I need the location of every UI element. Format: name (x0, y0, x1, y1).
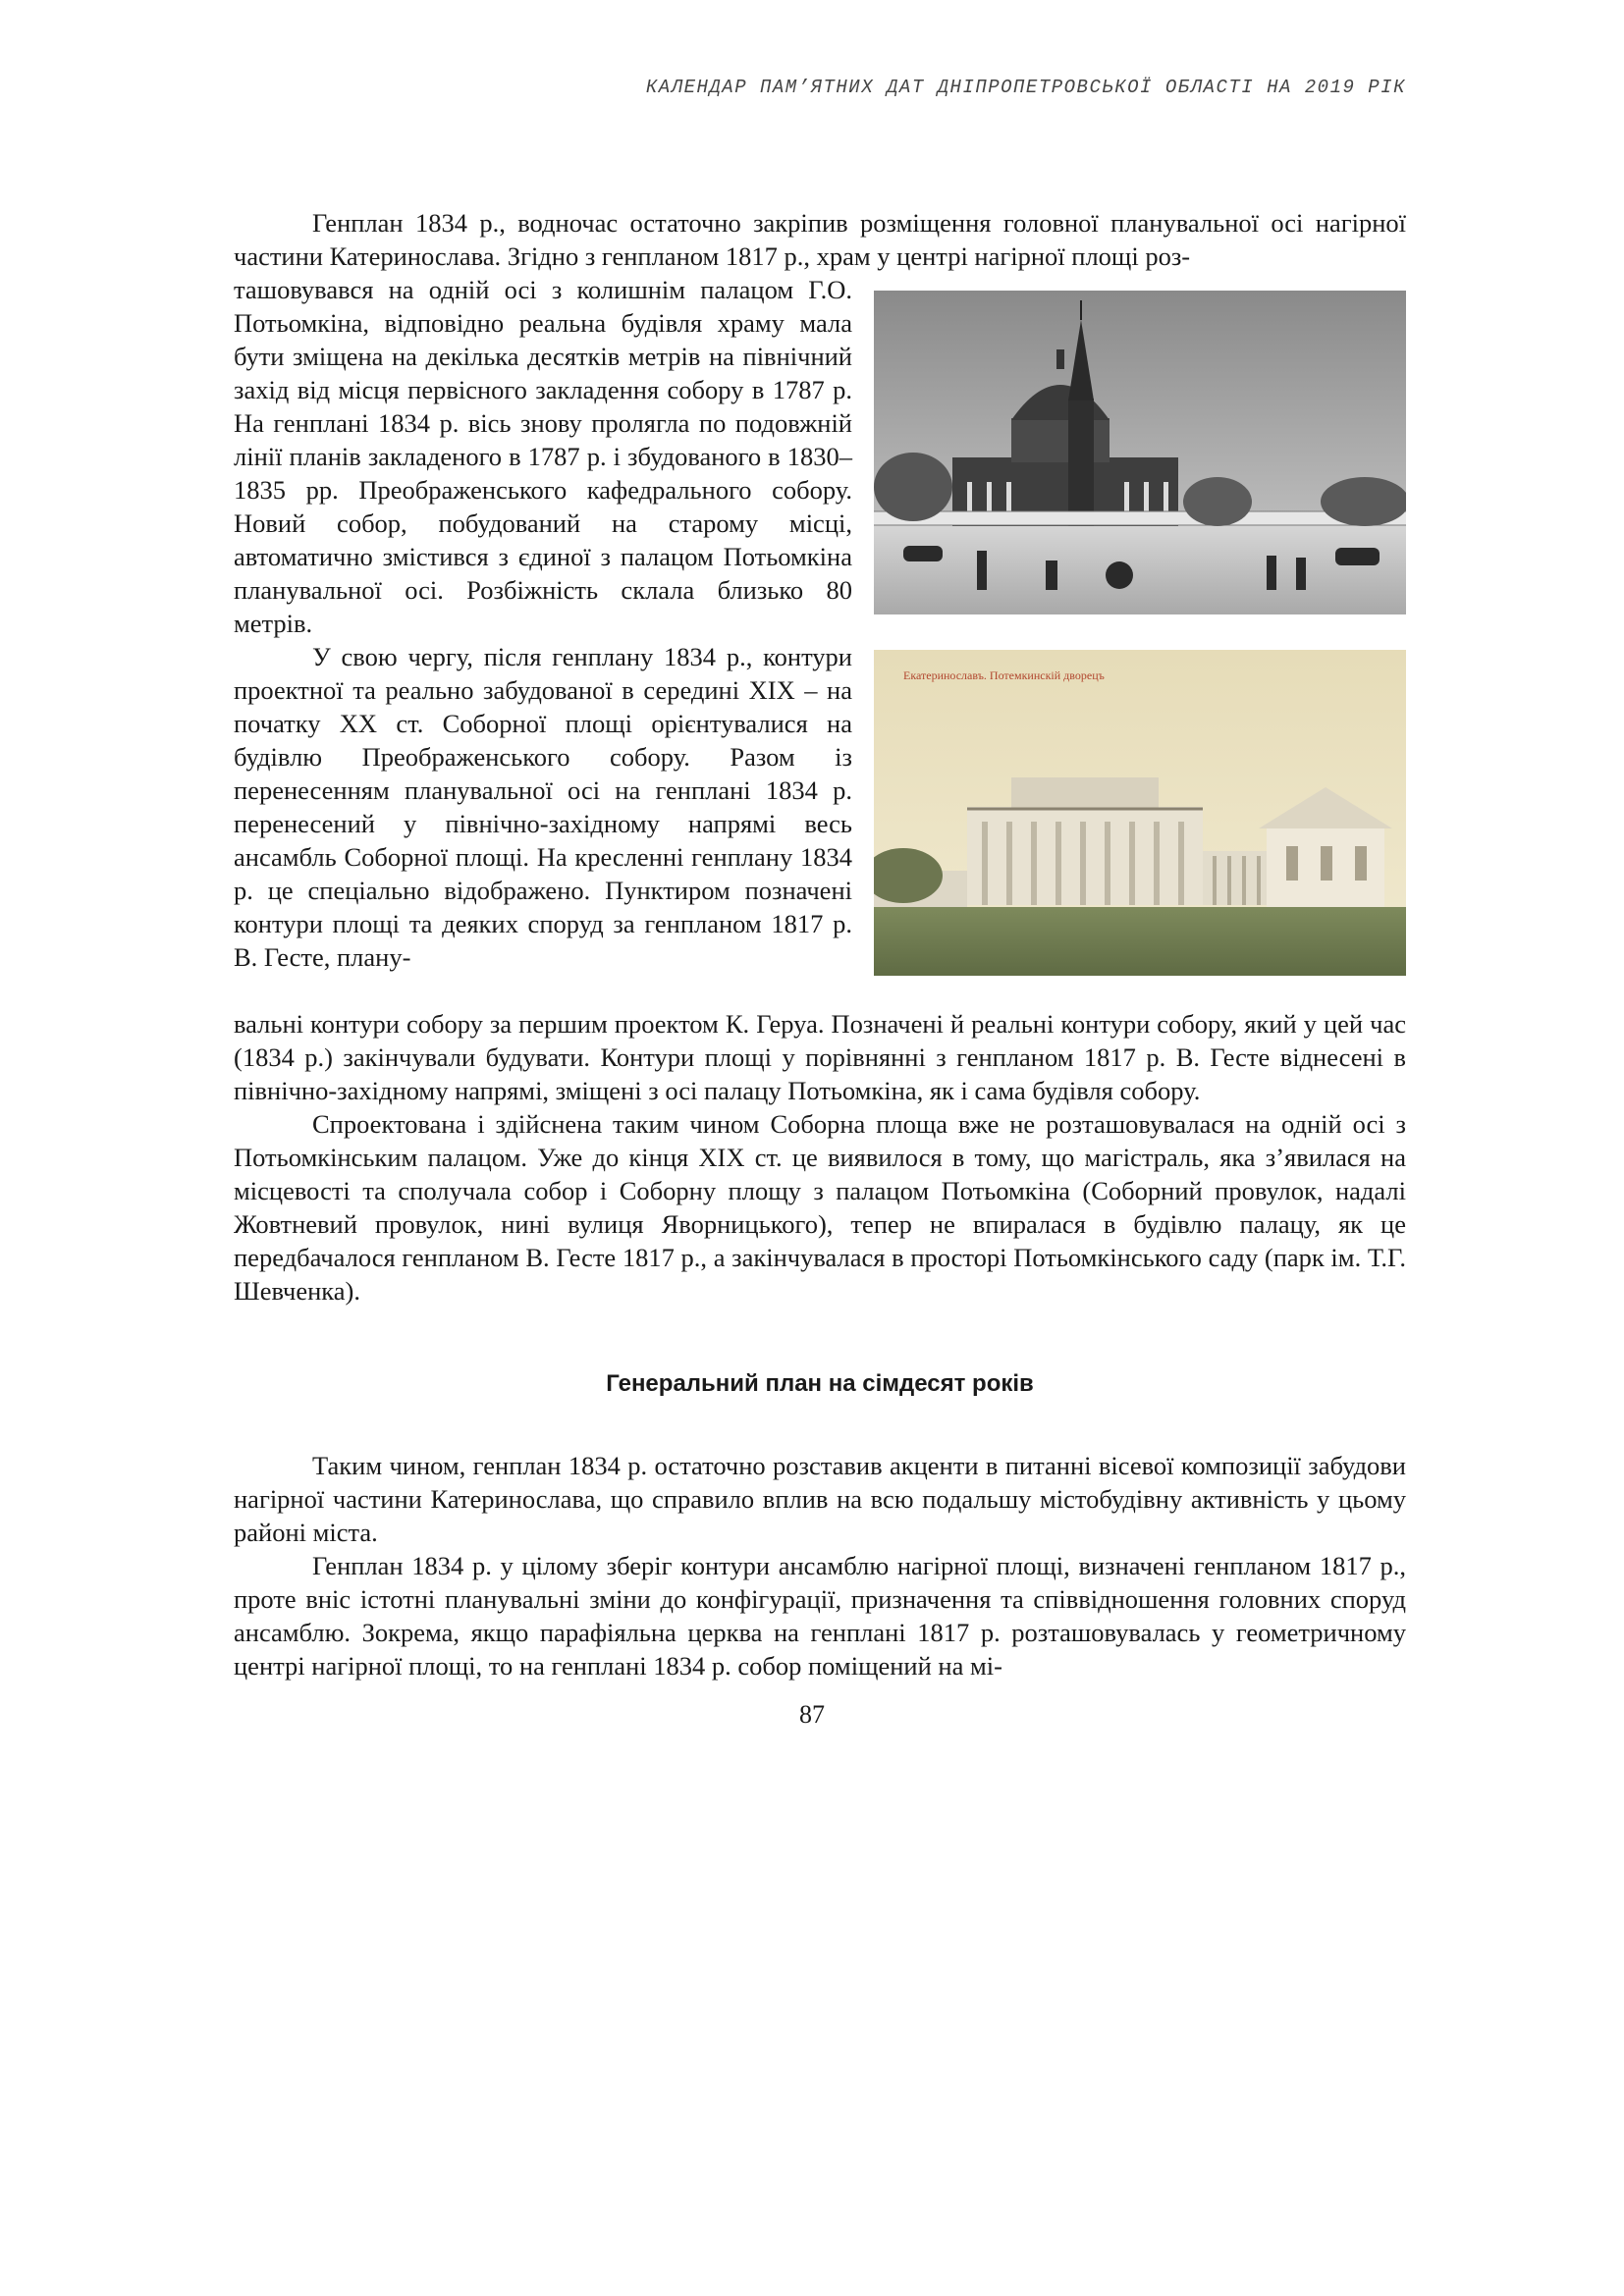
paragraph-text: вальні контури собору за першим проектом К. Геруа. Позначені й реальні контури собору, який у цей час (1834 р.) закінчували будувати. Контури площі у порівнянні з генпланом 1817 р. В. Гесте віднесені в північно-західному напрямі, зміщені з осі палацу Потьомкіна, як і сама будівля собору. (234, 1009, 1406, 1105)
cathedral-engraving-image (874, 291, 1406, 614)
postcard-caption: Екатеринославъ. Потемкинскій дворецъ (903, 668, 1105, 682)
running-header: КАЛЕНДАР ПАМ’ЯТНИХ ДАТ ДНІПРОПЕТРОВСЬКОЇ ОБЛАСТІ НА 2019 РІК (645, 77, 1406, 98)
paragraph-text: У свою чергу, після генплану 1834 р., контури проектної та реально забудованої в середині XIX – на початку XX ст. Соборної площі орієнтувалися на будівлю Преображенського собору. Разом із перенесенням планувальної осі на генплані 1834 р. перенесений у північно-західному напрямі весь ансамбль Соборної площі. На кресленні генплану 1834 р. це спеціально відображено. Пунктиром позначені контури площі та деяких споруд за генпланом 1817 р. В. Гесте, плану- (234, 642, 852, 972)
palace-postcard-image (874, 650, 1406, 976)
side-column-text (234, 273, 852, 974)
paragraph-text: ташовувався на одній осі з колишнім палацом Г.О. Потьомкіна, відповідно реальна будівля храму мала бути зміщена на декілька десятків метрів на північний захід від місця первісного закладення собору в 1787 р. На генплані 1834 р. вісь знову пролягла по подовжній лінії планів закладеного в 1787 р. і збудованого в 1830–1835 рр. Преображенського кафедрального собору. Новий собор, побудований на старому місці, автоматично змістився з єдиної з палацом Потьомкіна планувальної осі. Розбіжність склала близько 80 метрів. (234, 275, 852, 638)
paragraph-text: Таким чином, генплан 1834 р. остаточно розставив акценти в питанні вісевої композиції забудови нагірної частини Катеринослава, що справило вплив на всю подальшу містобудівну активність у цьому районі міста. (234, 1451, 1406, 1547)
paragraph-text: Генплан 1834 р. у цілому зберіг контури ансамблю нагірної площі, визначені генпланом 1817 р., проте вніс істотні планувальні зміни до конфігурації, призначення та співвідношення головних споруд ансамблю. Зокрема, якщо парафіяльна церква на генплані 1817 р. розташовувалась у геометричному центрі нагірної площі, то на генплані 1834 р. собор поміщений на мі- (234, 1551, 1406, 1681)
paragraph-genplan-axis-intro (234, 206, 1406, 273)
cathedral-photo (874, 291, 1406, 614)
paragraph-continuation (234, 1007, 1406, 1308)
paragraph-text: Генплан 1834 р., водночас остаточно закріпив розміщення головної планувальної осі нагірної частини Катеринослава. Згідно з генпланом 1817 р., храм у центрі нагірної площі роз- (234, 208, 1406, 271)
paragraph-text: Спроектована і здійснена таким чином Соборна площа вже не розташовувалася на одній осі з Потьомкінським палацом. Уже до кінця XIX ст. це виявилося в тому, що магістраль, яка з’явилася на місцевості та сполучала собор і Соборну площу з палацом Потьомкіна (Соборний провулок, надалі Жовтневий провулок, нині вулиця Яворницького), тепер не впиралася в будівлю палацу, як це передбачалося генпланом В. Гесте 1817 р., а закінчувалася в просторі Потьомкінського саду (парк ім. Т.Г. Шевченка). (234, 1109, 1406, 1306)
page-number: 87 (799, 1700, 825, 1729)
section-heading: Генеральний план на сімдесят років (606, 1370, 1034, 1397)
section-body (234, 1449, 1406, 1682)
palace-postcard-photo (874, 650, 1406, 976)
